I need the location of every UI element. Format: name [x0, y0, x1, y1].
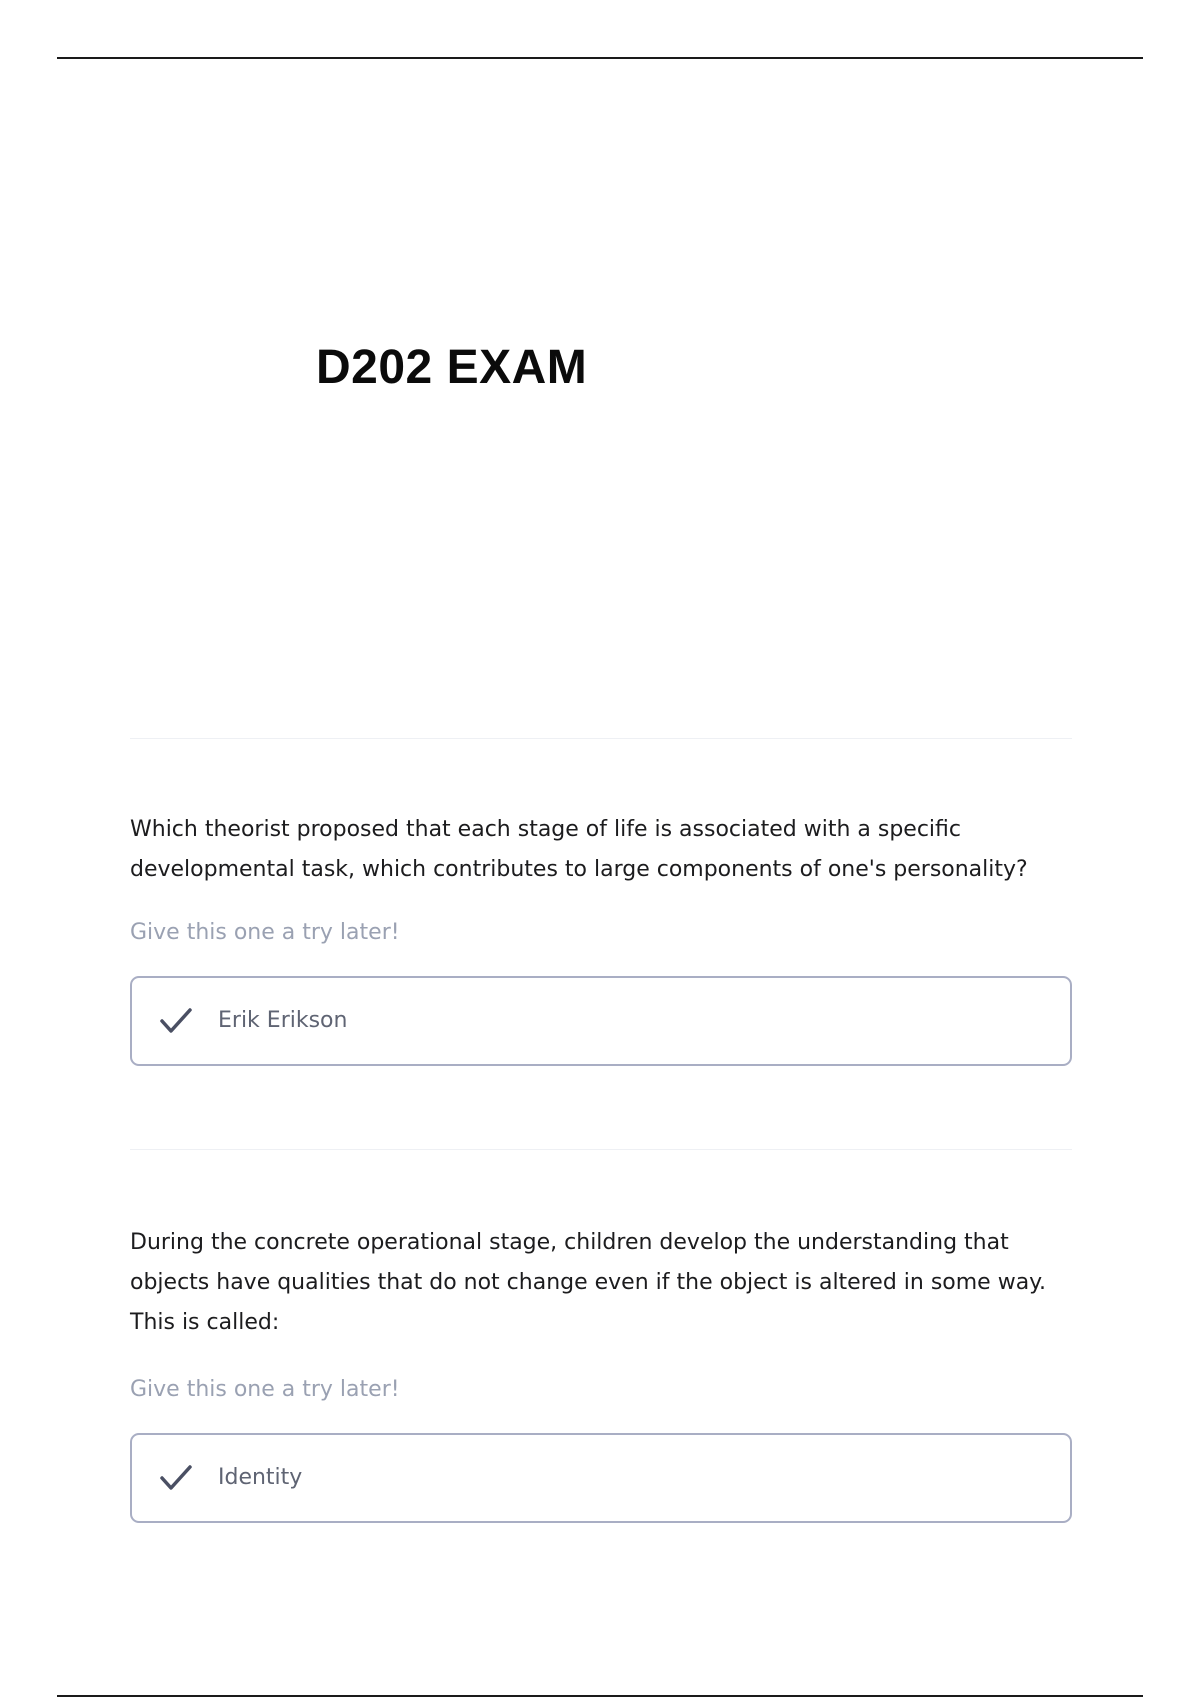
answer-label: Erik Erikson: [218, 1008, 348, 1033]
question-card-2: [130, 1223, 1070, 1523]
page-top-rule: [57, 57, 1143, 59]
answer-label: Identity: [218, 1465, 303, 1490]
question-text-line: This is called:: [130, 1310, 280, 1335]
checkmark-icon: [158, 1462, 194, 1494]
try-later-hint[interactable]: Give this one a try later!: [130, 1377, 400, 1402]
checkmark-icon: [158, 1005, 194, 1037]
answer-option[interactable]: [130, 1433, 1072, 1523]
question-text: [130, 810, 1070, 890]
page-bottom-rule: [57, 1695, 1143, 1697]
question-text-line: During the concrete operational stage, children develop the understanding that: [130, 1230, 1009, 1255]
section-divider: [130, 738, 1072, 739]
question-text-line: Which theorist proposed that each stage of life is associated with a specific: [130, 817, 961, 842]
answer-option[interactable]: [130, 976, 1072, 1066]
question-text-line: objects have qualities that do not change even if the object is altered in some way.: [130, 1270, 1047, 1295]
section-divider: [130, 1149, 1072, 1150]
question-text-line: developmental task, which contributes to large components of one's personality?: [130, 857, 1028, 882]
document-title: D202 EXAM: [316, 341, 588, 394]
try-later-hint[interactable]: Give this one a try later!: [130, 920, 400, 945]
question-text: [130, 1223, 1070, 1343]
question-card-1: [130, 810, 1070, 1066]
